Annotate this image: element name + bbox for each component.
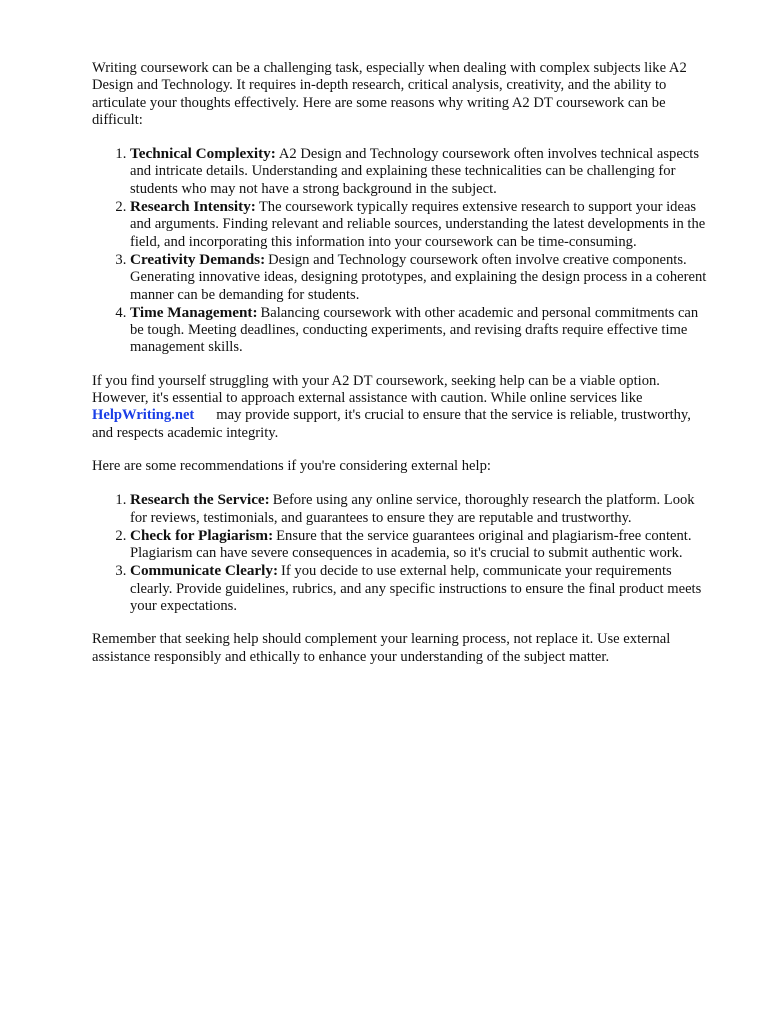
recommendations-list xyxy=(92,491,712,615)
recommendation-item-check-plagiarism xyxy=(130,527,712,563)
reason-text: A2 Design and Technology coursework often involves technical aspects and intricate details. Understanding and explaining these technicalities can be challenging for students who may not have a strong background in the subject. xyxy=(130,146,700,197)
reason-term: Research Intensity: xyxy=(130,198,256,216)
recommendation-text: Ensure that the service guarantees original and plagiarism-free content. Plagiarism can have severe consequences in academia, so it's crucial to submit authentic work. xyxy=(130,527,692,562)
intro-paragraph: Writing coursework can be a challenging task, especially when dealing with complex subjects like A2 Design and Technology. It requires in-depth research, critical analysis, creativity, and the ability to articulate your thoughts effectively. Here are some reasons why writing A2 DT coursework can be difficult: xyxy=(92,60,687,128)
helpwriting-link[interactable]: HelpWriting.net xyxy=(92,407,195,424)
reason-item-creativity-demands xyxy=(130,251,712,304)
recommendation-item-research-service xyxy=(130,491,712,527)
reason-item-technical-complexity xyxy=(130,145,712,198)
reason-item-time-management xyxy=(130,304,712,357)
help-paragraph xyxy=(92,373,712,442)
closing-paragraph: Remember that seeking help should complement your learning process, not replace it. Use external assistance responsibly and ethically to enhance your understanding of the subject matter. xyxy=(92,631,671,665)
recommendation-text: Before using any online service, thoroughly research the platform. Look for reviews, testimonials, and guarantees to ensure they are reputable and trustworthy. xyxy=(130,492,695,526)
reasons-list xyxy=(92,145,712,357)
recommendation-term: Communicate Clearly: xyxy=(130,562,279,580)
document-page xyxy=(92,60,712,682)
recommendation-item-communicate-clearly xyxy=(130,562,712,615)
recommendation-term: Research the Service: xyxy=(130,491,270,509)
recommendations-intro: Here are some recommendations if you're considering external help: xyxy=(92,457,491,474)
recommendation-term: Check for Plagiarism: xyxy=(130,526,274,544)
reason-text: Design and Technology coursework often involve creative components. Generating innovative ideas, designing prototypes, and explaining the design process in a coherent manner can be demanding for students. xyxy=(130,251,707,303)
reason-text: The coursework typically requires extensive research to support your ideas and arguments. Finding relevant and reliable sources, understanding the latest developments in the field, and incorporating this information into your coursework can be time-consuming. xyxy=(130,199,706,250)
recommendation-text: If you decide to use external help, communicate your requirements clearly. Provide guidelines, rubrics, and any specific instructions to ensure the final product meets your expectations. xyxy=(130,563,702,615)
help-text-before: If you find yourself struggling with your A2 DT coursework, seeking help can be a viable option. However, it's essential to approach external assistance with caution. While online services like xyxy=(92,372,660,407)
reason-term: Time Management: xyxy=(130,303,258,321)
reason-term: Creativity Demands: xyxy=(130,250,266,268)
reason-item-research-intensity xyxy=(130,198,712,251)
reason-text: Balancing coursework with other academic and personal commitments can be tough. Meeting deadlines, conducting experiments, and revising drafts require effective time management skills. xyxy=(130,304,699,356)
help-text-after: may provide support, it's crucial to ensure that the service is reliable, trustworthy, and respects academic integrity. xyxy=(92,407,691,441)
reason-term: Technical Complexity: xyxy=(130,145,276,163)
